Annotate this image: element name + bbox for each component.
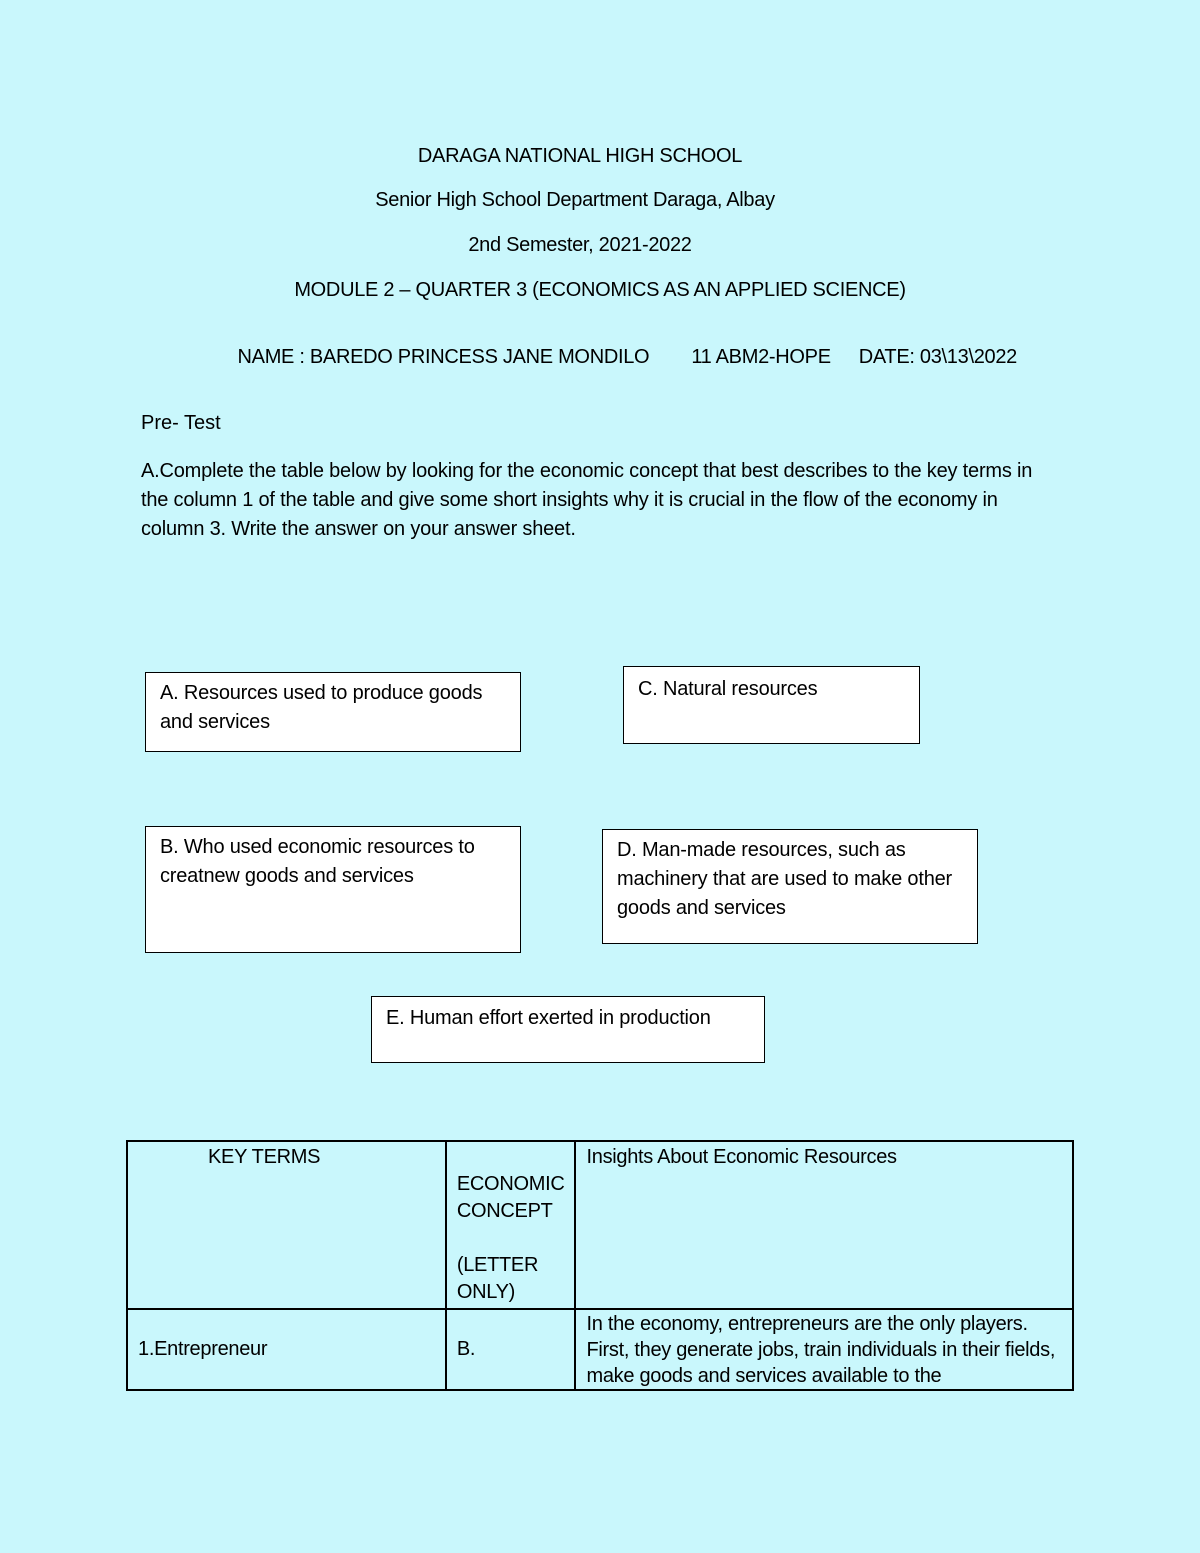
student-section: 11 ABM2-HOPE: [691, 346, 831, 368]
choice-a-text: A. Resources used to produce goods and services: [160, 682, 483, 733]
choice-d-box: [602, 829, 978, 944]
date-field: DATE: 03\13\2022: [858, 346, 1018, 368]
choice-d-text: D. Man-made resources, such as machinery that are used to make other goods and services: [617, 839, 953, 919]
key-terms-table: [126, 1140, 1074, 1391]
student-name: NAME : BAREDO PRINCESS JANE MONDILO: [237, 346, 650, 368]
choice-c-box: [623, 666, 920, 744]
table-header-row: [127, 1141, 1073, 1309]
header-insights: [575, 1141, 1073, 1309]
module-title: MODULE 2 – QUARTER 3 (ECONOMICS AS AN APPLIED SCIENCE): [294, 279, 906, 301]
header-insights-label: Insights About Economic Resources: [586, 1146, 897, 1168]
row-letter: B.: [456, 1338, 476, 1360]
header-economic-concept: [446, 1141, 576, 1309]
student-info-line: [227, 323, 1017, 369]
header-key-terms: [127, 1141, 446, 1309]
choice-a-box: [145, 672, 521, 752]
choice-b-box: [145, 826, 521, 953]
pretest-title: Pre- Test: [141, 412, 221, 434]
row-insight-cell: [575, 1309, 1073, 1390]
row-term: 1.Entrepreneur: [138, 1338, 268, 1360]
table-row: [127, 1309, 1073, 1390]
department-line: Senior High School Department Daraga, Albay: [375, 189, 775, 211]
pretest-instructions: A.Complete the table below by looking for the economic concept that best describes to the key terms in the column 1 of the table and give some short insights why it is crucial in the flow of the economy in column 3. Write the answer on your answer sheet.: [141, 460, 1033, 540]
semester-line: 2nd Semester, 2021-2022: [468, 234, 692, 256]
header-concept-note: (LETTER ONLY): [456, 1254, 539, 1303]
row-insight: In the economy, entrepreneurs are the only players. First, they generate jobs, train individuals in their fields, make goods and services available to the: [586, 1313, 1056, 1387]
choice-e-text: E. Human effort exerted in production: [386, 1007, 711, 1029]
school-name: DARAGA NATIONAL HIGH SCHOOL: [417, 145, 743, 167]
choice-b-text: B. Who used economic resources to creatnew goods and services: [160, 836, 475, 887]
row-letter-cell: [446, 1309, 576, 1390]
choice-e-box: [371, 996, 765, 1063]
header-concept-label: ECONOMIC CONCEPT: [456, 1173, 565, 1222]
choice-c-text: C. Natural resources: [638, 678, 818, 700]
row-term-cell: [127, 1309, 446, 1390]
header-key-terms-label: KEY TERMS: [208, 1146, 321, 1168]
